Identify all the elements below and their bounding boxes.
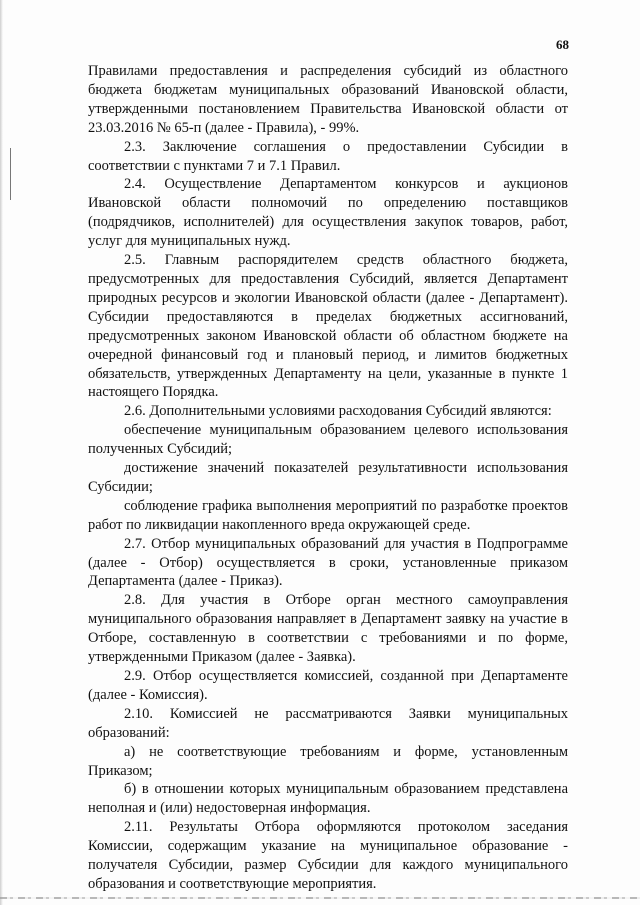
paragraph-2-7: 2.7. Отбор муниципальных образований для участия в Подпрограмме (далее - Отбор) осуществляется в сроки, установленные приказом Департамента (далее - Приказ). <box>88 535 568 590</box>
paragraph-2-6: 2.6. Дополнительными условиями расходования Субсидий являются: <box>124 403 552 420</box>
paragraph-2-6-item-1: обеспечение муниципальным образованием целевого использования полученных Субсидий; <box>88 422 568 458</box>
scan-edge-left <box>0 0 3 905</box>
paragraph-2-4: 2.4. Осуществление Департаментом конкурсов и аукционов Ивановской области полномочий по определению поставщиков (подрядчиков, исполнителей) для осуществления закупок товаров, работ, услуг для муниципальных нужд. <box>88 176 568 250</box>
paragraph-2-6-item-2: достижение значений показателей результативности использования Субсидии; <box>88 460 568 495</box>
paragraph-continuation: Правилами предоставления и распределения субсидий из областного бюджета бюджетам муниципальных образований Ивановской области, утвержденными постановлением Правительства Ивановской области от 23.03.2016 № 65-п (далее - Правила), - 99%. <box>88 63 568 136</box>
scan-edge-bottom <box>0 897 640 899</box>
paragraph-2-9: 2.9. Отбор осуществляется комиссией, созданной при Департаменте (далее - Комиссия). <box>88 668 568 703</box>
paragraph-2-8: 2.8. Для участия в Отборе орган местного самоуправления муниципального образования направляет в Департамент заявку на участие в Отборе, составленную в соответствии с требованиями и по форме, утвержденными Приказом (далее - Заявка). <box>88 592 568 666</box>
document-body <box>88 62 568 894</box>
margin-mark <box>10 148 11 200</box>
paragraph-2-6-item-3: соблюдение графика выполнения мероприятий по разработке проектов работ по ликвидации накопленного вреда окружающей среде. <box>88 497 568 533</box>
paragraph-2-10-item-b: б) в отношении которых муниципальным образованием представлена неполная и (или) недостоверная информация. <box>88 781 568 817</box>
page-number: 68 <box>556 37 569 52</box>
paragraph-2-10: 2.10. Комиссией не рассматриваются Заявки муниципальных образований: <box>88 705 568 741</box>
paragraph-2-11: 2.11. Результаты Отбора оформляются протоколом заседания Комиссии, содержащим указание на муниципальное образование - получателя Субсидии, размер Субсидии для каждого муниципального образования и соответствующие мероприятия. <box>88 819 568 892</box>
paragraph-2-5: 2.5. Главным распорядителем средств областного бюджета, предусмотренных для предоставления Субсидий, является Департамент природных ресурсов и экологии Ивановской области (далее - Департамент). Субсидии предоставляются в пределах бюджетных ассигнований, предусмотренных законом Ивановской области об областном бюджете на очередной финансовый год и плановый период, и лимитов бюджетных обязательств, утвержденных Департаменту на цели, указанные в пункте 1 настоящего Порядка. <box>88 252 568 401</box>
paragraph-2-10-item-a: а) не соответствующие требованиям и форме, установленным Приказом; <box>88 743 568 779</box>
paragraph-2-3: 2.3. Заключение соглашения о предоставлении Субсидии в соответствии с пунктами 7 и 7.1 Правил. <box>88 138 568 174</box>
